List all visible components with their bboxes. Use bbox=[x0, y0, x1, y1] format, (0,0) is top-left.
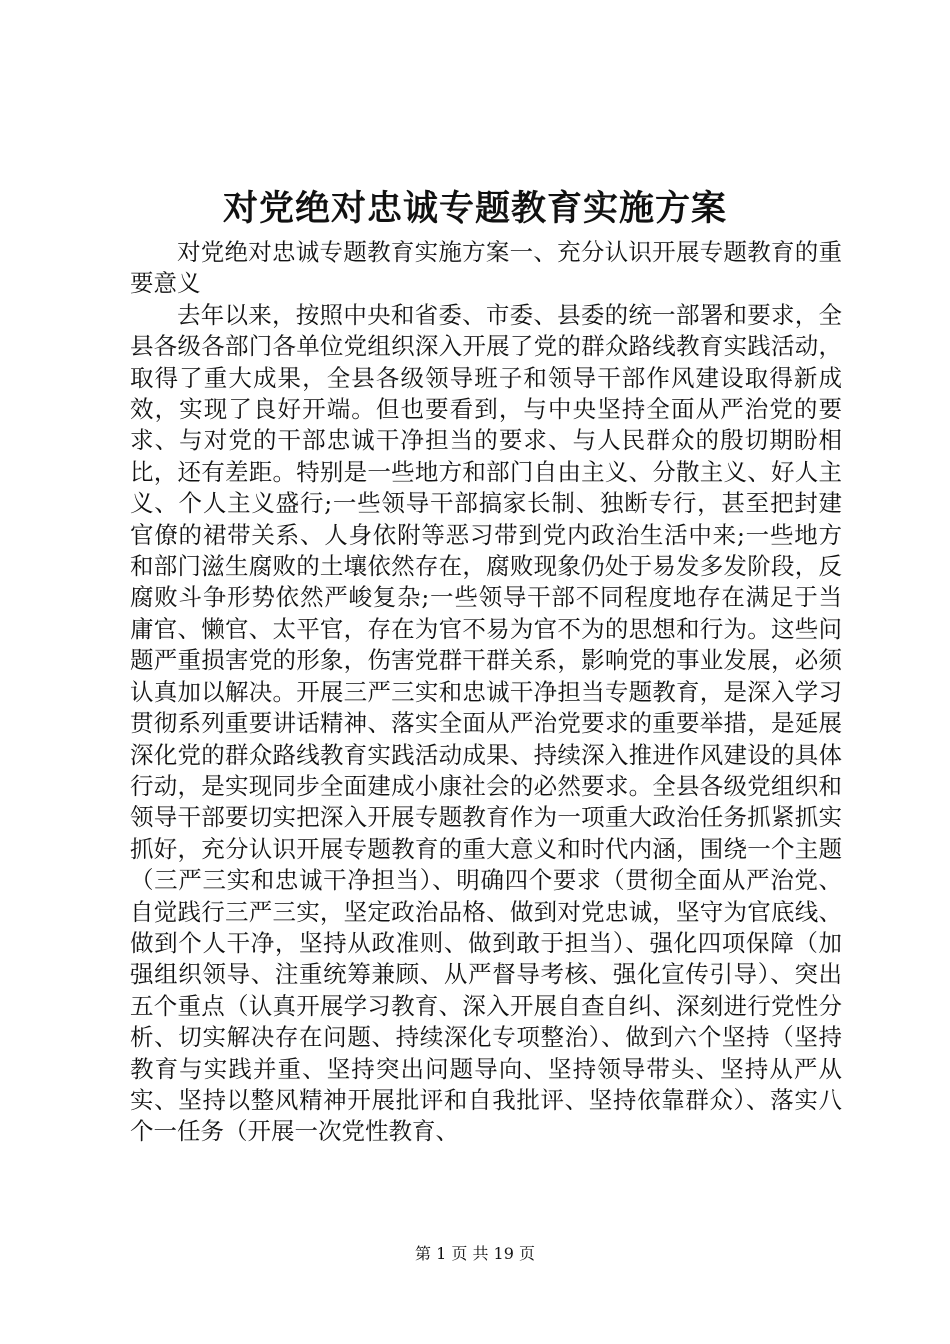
paragraph-main: 去年以来，按照中央和省委、市委、县委的统一部署和要求，全县各级各部门各单位党组织深入开展了党的群众路线教育实践活动，取得了重大成果，全县各级领导班子和领导干部作风建设取得新成效，实现了良好开端。但也要看到，与中央坚持全面从严治党的要求、与对党的干部忠诚干净担当的要求、与人民群众的殷切期盼相比，还有差距。特别是一些地方和部门自由主义、分散主义、好人主义、个人主义盛行;一些领导干部搞家长制、独断专行，甚至把封建官僚的裙带关系、人身依附等恶习带到党内政治生活中来;一些地方和部门滋生腐败的土壤依然存在，腐败现象仍处于易发多发阶段，反腐败斗争形势依然严峻复杂;一些领导干部不同程度地存在满足于当庸官、懒官、太平官，存在为官不易为官不为的思想和行为。这些问题严重损害党的形象，伤害党群干群关系，影响党的事业发展，必须认真加以解决。开展三严三实和忠诚干净担当专题教育，是深入学习贯彻系列重要讲话精神、落实全面从严治党要求的重要举措，是延展深化党的群众路线教育实践活动成果、持续深入推进作风建设的具体行动，是实现同步全面建成小康社会的必然要求。全县各级党组织和领导干部要切实把深入开展专题教育作为一项重大政治任务抓紧抓实抓好，充分认识开展专题教育的重大意义和时代内涵，围绕一个主题（三严三实和忠诚干净担当）、明确四个要求（贯彻全面从严治党、自觉践行三严三实，坚定政治品格、做到对党忠诚，坚守为官底线、做到个人干净，坚持从政准则、做到敢于担当）、强化四项保障（加强组织领导、注重统筹兼顾、从严督导考核、强化宣传引导）、突出五个重点（认真开展学习教育、深入开展自查自纠、深刻进行党性分析、切实解决存在问题、持续深化专项整治）、做到六个坚持（坚持教育与实践并重、坚持突出问题导向、坚持领导带头、坚持从严从实、坚持以整风精神开展批评和自我批评、坚持依靠群众）、落实八个一任务（开展一次党性教育、 bbox=[130, 300, 842, 1146]
paragraph-intro: 对党绝对忠诚专题教育实施方案一、充分认识开展专题教育的重要意义 bbox=[130, 238, 842, 298]
document-body bbox=[130, 237, 842, 1148]
document-title: 对党绝对忠诚专题教育实施方案 bbox=[222, 188, 727, 229]
page-number-footer: 第 1 页 共 19 页 bbox=[415, 1244, 535, 1263]
